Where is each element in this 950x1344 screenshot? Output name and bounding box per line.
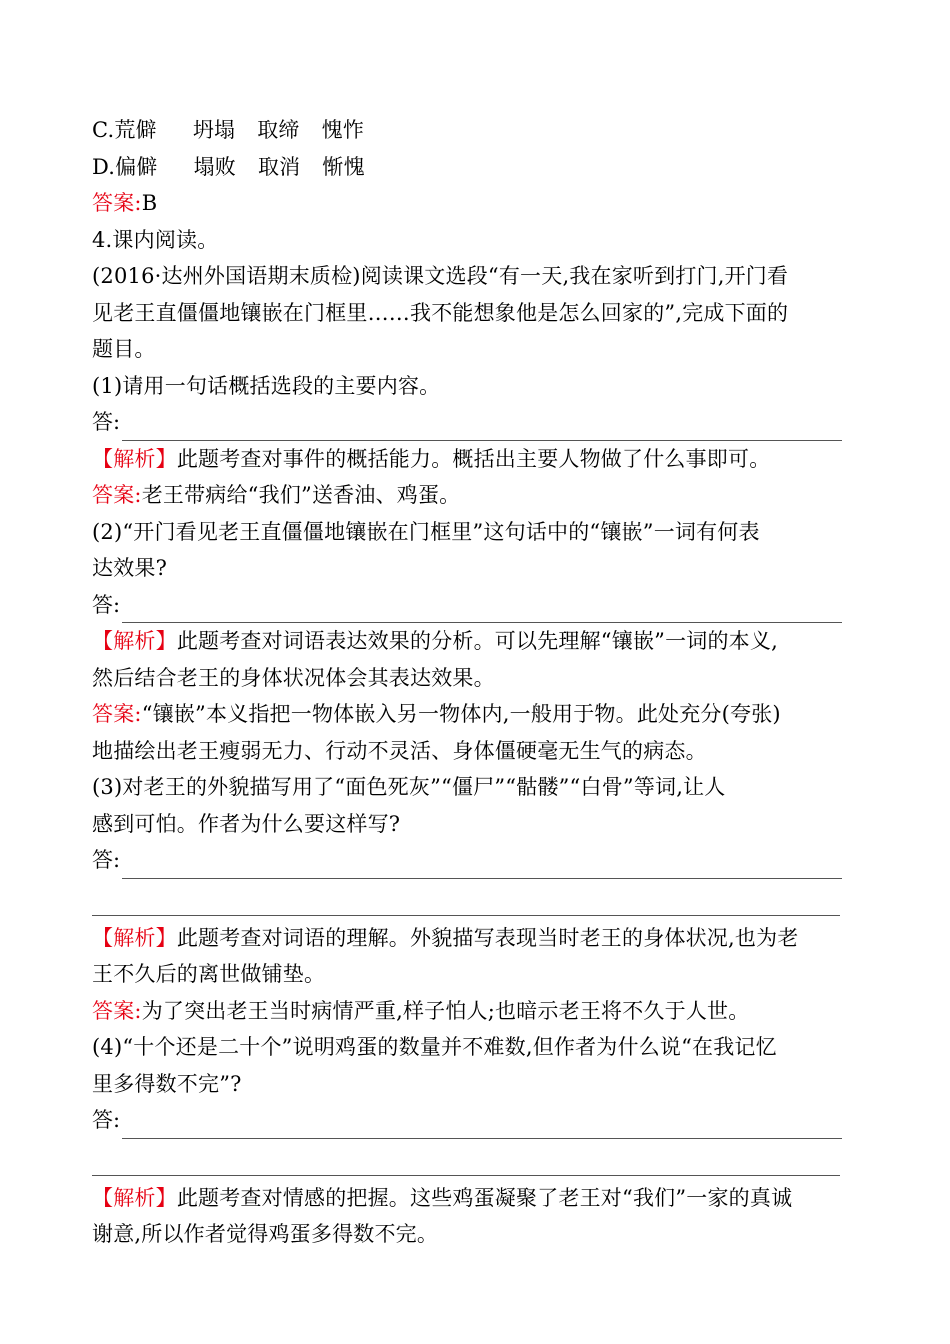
answer-prefix: 答: xyxy=(92,848,121,872)
jiexi-2-cont: 然后结合老王的身体状况体会其表达效果。 xyxy=(92,665,495,690)
document-page xyxy=(92,112,862,1253)
jiexi-4 xyxy=(92,1180,862,1217)
daan-label: 答案: xyxy=(92,702,142,726)
option-word: 取消 xyxy=(257,154,301,179)
sub-question-4: (4)“十个还是二十个”说明鸡蛋的数量并不难数,但作者为什么说“在我记忆 xyxy=(92,1035,777,1059)
sub-question-2: (2)“开门看见老王直僵僵地镶嵌在门框里”这句话中的“镶嵌”一词有何表 xyxy=(92,519,760,544)
jiexi-2 xyxy=(92,623,862,660)
answer-blank-line[interactable] xyxy=(122,414,842,441)
option-c xyxy=(92,112,862,149)
answer-2-cont: 地描绘出老王瘦弱无力、行动不灵活、身体僵硬毫无生气的病态。 xyxy=(92,738,707,763)
jiexi-label: 【解析】 xyxy=(92,1185,177,1210)
answer-blank-line[interactable] xyxy=(122,852,842,879)
jiexi-text: 此题考查对词语的理解。外貌描写表现当时老王的身体状况,也为老 xyxy=(176,925,799,950)
option-letter: C. xyxy=(92,118,115,142)
answer-value: B xyxy=(141,191,158,215)
option-word: 偏僻 xyxy=(115,154,158,179)
option-word: 塌败 xyxy=(193,154,236,179)
sub-question-4: 里多得数不完”? xyxy=(92,1071,242,1096)
question-4-intro: (2016·达州外国语期末质检)阅读课文选段“有一天,我在家听到打门,开门看 xyxy=(92,264,789,288)
answer-blank-row xyxy=(92,842,862,879)
sub-question-3: 感到可怕。作者为什么要这样写? xyxy=(92,811,401,836)
jiexi-3 xyxy=(92,920,862,957)
option-word: 惭愧 xyxy=(322,154,365,179)
sub-question-2: 达效果? xyxy=(92,556,168,580)
answer-1 xyxy=(92,477,862,514)
answer-blank-row xyxy=(92,404,862,441)
question-4-intro: 见老王直僵僵地镶嵌在门框里……我不能想象他是怎么回家的”,完成下面的 xyxy=(92,300,789,325)
sub-question-1: (1)请用一句话概括选段的主要内容。 xyxy=(92,373,441,398)
answer-prefix: 答: xyxy=(92,592,121,617)
answer-blank-line[interactable] xyxy=(122,596,842,623)
answer-text: “镶嵌”本义指把一物体嵌入另一物体内,一般用于物。此处充分(夸张) xyxy=(141,702,781,726)
q3-answer xyxy=(92,185,862,222)
jiexi-label: 【解析】 xyxy=(92,925,177,950)
daan-label: 答案: xyxy=(92,483,142,507)
answer-prefix: 答: xyxy=(92,410,121,434)
answer-label: 答案: xyxy=(92,191,142,215)
question-4-intro: 题目。 xyxy=(92,337,156,361)
jiexi-text: 此题考查对词语表达效果的分析。可以先理解“镶嵌”一词的本义, xyxy=(176,629,778,653)
question-4-title: 4.课内阅读。 xyxy=(92,227,219,252)
jiexi-label: 【解析】 xyxy=(92,446,177,471)
option-word: 取缔 xyxy=(257,118,300,142)
option-word: 坍塌 xyxy=(192,118,236,142)
jiexi-3-cont: 王不久后的离世做铺垫。 xyxy=(92,962,326,986)
answer-3 xyxy=(92,993,862,1030)
answer-blank-row xyxy=(92,587,862,624)
jiexi-label: 【解析】 xyxy=(92,629,177,653)
jiexi-text: 此题考查对情感的把握。这些鸡蛋凝聚了老王对“我们”一家的真诚 xyxy=(176,1185,793,1210)
daan-label: 答案: xyxy=(92,998,142,1023)
sub-question-3: (3)对老王的外貌描写用了“面色死灰”“僵尸”“骷髅”“白骨”等词,让人 xyxy=(92,775,726,799)
answer-blank-line[interactable] xyxy=(122,1112,842,1139)
jiexi-text: 此题考查对事件的概括能力。概括出主要人物做了什么事即可。 xyxy=(176,446,771,471)
jiexi-1 xyxy=(92,441,862,478)
answer-blank-row xyxy=(92,1102,862,1139)
option-word: 愧怍 xyxy=(321,118,365,142)
answer-blank-line[interactable] xyxy=(92,889,840,916)
jiexi-4-cont: 谢意,所以作者觉得鸡蛋多得数不完。 xyxy=(92,1222,439,1246)
answer-text: 为了突出老王当时病情严重,样子怕人;也暗示老王将不久于人世。 xyxy=(141,998,750,1023)
answer-prefix: 答: xyxy=(92,1108,121,1132)
option-d xyxy=(92,149,862,186)
answer-text: 老王带病给“我们”送香油、鸡蛋。 xyxy=(141,483,461,507)
option-letter: D. xyxy=(92,154,116,179)
answer-blank-line[interactable] xyxy=(92,1149,840,1176)
answer-2 xyxy=(92,696,862,733)
option-word: 荒僻 xyxy=(114,118,157,142)
